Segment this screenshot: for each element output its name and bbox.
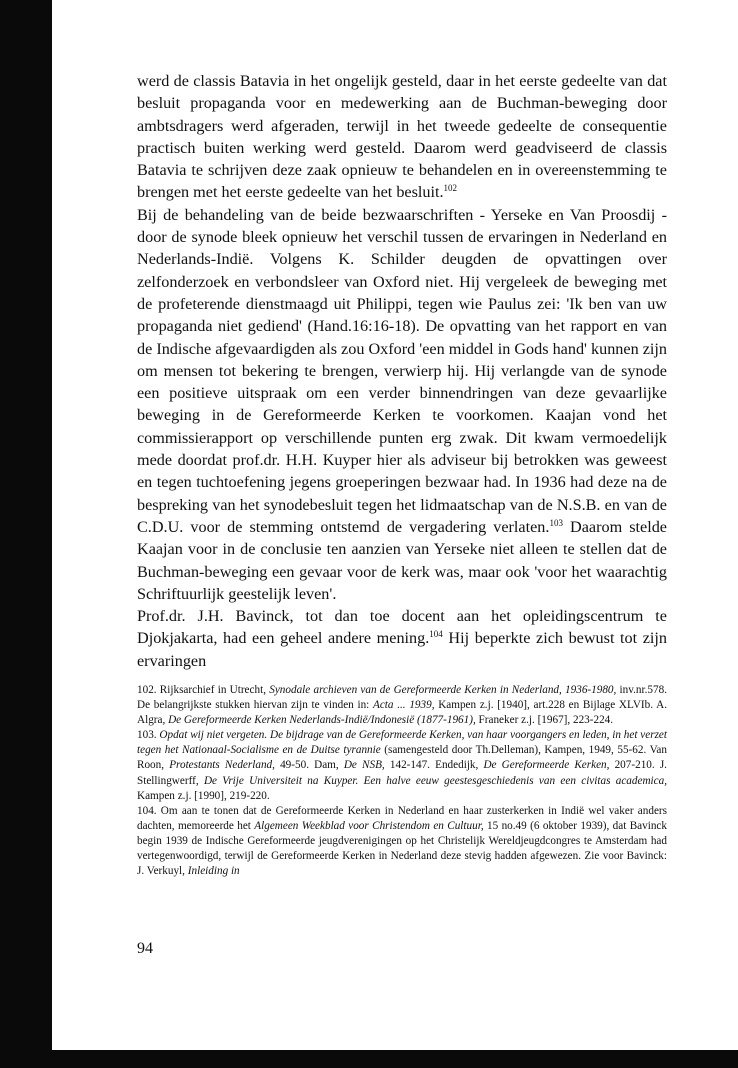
paragraph-1: werd de classis Batavia in het ongelijk gesteld, daar in het eerste gedeelte van dat besluit propaganda voor en medewerking aan de Buchman-beweging door ambtsdragers werd afgeraden, terwijl in het tweede gedeelte de consequentie practisch buiten werking werd gesteld. Daarom werd geadviseerd de classis Batavia te schrijven deze zaak opnieuw te behandelen en in overeenstemming te brengen met het eerste gedeelte van het besluit.$^{102}$ xyxy=(137,72,667,202)
page-number: 94 xyxy=(137,940,153,957)
footnote-ref-103: 103 xyxy=(549,517,563,528)
main-text xyxy=(137,70,667,672)
footnote-ref-102: 102 xyxy=(443,183,458,194)
scan-border-left xyxy=(0,0,52,1068)
scan-border-bottom xyxy=(0,1050,738,1068)
footnote-102: 102. Rijksarchief in Utrecht, Synodale archieven van de Gereformeerde Kerken in Nederland, 1936-1980, inv.nr.578. De belangrijkste stukken hiervan zijn te vinden in: Acta ... 1939, Kampen z.j. [1940], art.228 en Bijlage XLVIb. A. Algra, De Gereformeerde Kerken Nederlands-Indië/Indonesië (1877-1961), Franeker z.j. [1967], 223-224. xyxy=(137,684,667,727)
footnote-103: 103. Opdat wij niet vergeten. De bijdrage van de Gereformeerde Kerken, van haar voorgangers en leden, in het verzet tegen het Nationaal-Socialisme en de Duitse tyrannie (samengesteld door Th.Delleman), Kampen, 1949, 55-62. Van Roon, Protestants Nederland, 49-50. Dam, De NSB, 142-147. Endedijk, De Gereformeerde Kerken, 207-210. J. Stellingwerff, De Vrije Universiteit na Kuyper. Een halve eeuw geestesgeschiedenis van een civitas academica, Kampen z.j. [1990], 219-220. xyxy=(137,729,668,802)
footnotes xyxy=(137,683,667,879)
paragraph-2: Bij de behandeling van de beide bezwaarschriften - Yerseke en Van Proosdij - door de synode bleek opnieuw het verschil tussen de ervaringen in Nederland en Nederlands-Indië. Volgens K. Schilder deugden de opvattingen over zelfonderzoek en verbondsleer van Oxford niet. Hij vergeleek de beweging met de profeterende dienstmaagd uit Philippi, tegen wie Paulus zei: 'Ik ben van uw propaganda niet gediend' (Hand.16:16-18). De opvatting van het rapport en van de Indische afgevaardigden als zou Oxford 'een middel in Gods hand' kunnen zijn om mensen tot bekering te brengen, verwierp hij. Hij verlangde van de synode een positieve uitspraak om een verder binnendringen van deze gevaarlijke beweging in de Gereformeerde Kerken te voorkomen. Kaajan vond het commissierapport op verschillende punten erg zwak. Dit kwam vermoedelijk mede doordat prof.dr. H.H. Kuyper hier als adviseur bij betrokken was geweest en tegen tuchtoefening jegens groeperingen bezwaar had. In 1936 had deze na de bespreking van het synodebesluit tegen het lidmaatschap van de N.S.B. en van de C.D.U. voor de stemming ontstemd de vergadering verlaten.$^{103}$ Daarom stelde Kaajan voor in de conclusie ten aanzien van Yerseke niet alleen te stellen dat de Buchman-beweging een gevaar voor de kerk was, maar ook 'voor het waarachtig Schriftuurlijk geestelijk leven'. xyxy=(137,205,667,603)
paragraph-3: Prof.dr. J.H. Bavinck, tot dan toe docent aan het opleidingscentrum te Djokjakarta, had een geheel andere mening.$^{104}$ Hij beperkte zich bewust tot zijn ervaringen xyxy=(137,607,668,670)
footnote-104: 104. Om aan te tonen dat de Gereformeerde Kerken in Nederland en haar zusterkerken in Indië wel vaker anders dachten, memoreerde het Algemeen Weekblad voor Christendom en Cultuur, 15 no.49 (6 oktober 1939), dat Bavinck begin 1939 de Indische Gereformeerde jeugdverenigingen op het Christelijk Wereldjeugdcongres te Amsterdam had vertegenwoordigd, terwijl de Gereformeerde Kerken in Nederland deze stevig hadden afgewezen. Zie voor Bavinck: J. Verkuyl, Inleiding in xyxy=(137,804,667,878)
footnote-ref-104: 104 xyxy=(429,629,443,640)
